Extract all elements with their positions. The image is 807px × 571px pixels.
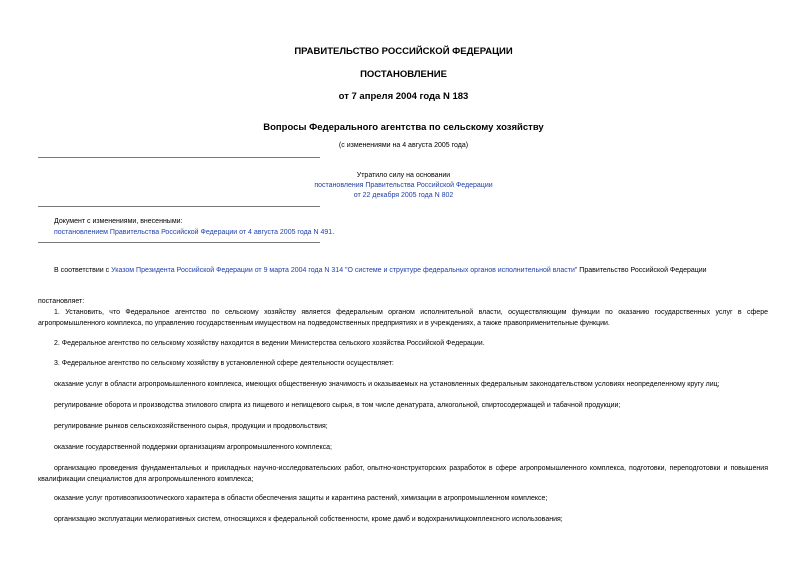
paragraph-3: 3. Федеральное агентство по сельскому хозяйству в установленной сфере деятельности осуществляет:: [54, 360, 394, 367]
list-item: организацию проведения фундаментальных и прикладных научно-исследовательских работ, опытно-конструкторских разработок в сфере агропромышленного комплекса, подготовки, переподготовки и повышения квалификации специалистов для агропромышленного комплекса;: [38, 465, 768, 483]
list-item: регулирование оборота и производства этилового спирта из пищевого и непищевого сырья, в том числе денатурата, алкогольной, спиртосодержащей и табачной продукции;: [54, 402, 621, 409]
preamble-suffix: Правительство Российской Федерации: [577, 267, 707, 274]
resolves-text: постановляет:: [38, 298, 85, 305]
changes-link[interactable]: постановлением Правительства Российской Федерации от 4 августа 2005 года N 491: [54, 229, 333, 236]
changes-link-suffix: .: [332, 229, 335, 236]
list-item: оказание услуг в области агропромышленного комплекса, имеющих общественную значимость и оказываемых на установленных федеральным законодательством условиях неопределенному кругу лиц;: [54, 381, 720, 388]
changes-line: [54, 227, 334, 238]
preamble: [38, 266, 768, 277]
list-item: оказание государственной поддержки организациям агропромышленного комплекса;: [54, 444, 333, 451]
list-item: организацию эксплуатации мелиоративных систем, относящихся к федеральной собственности, кроме дамб и водохранилищкомплексного использования;: [54, 516, 563, 523]
separator-line: [38, 242, 320, 243]
decree-link[interactable]: Указом Президента Российской Федерации от 9 марта 2004 года N 314 "О системе и структуре федеральных органов исполнительной власти": [111, 267, 578, 274]
amendments-note: (с изменениями на 4 августа 2005 года): [338, 142, 469, 149]
document-title: Вопросы Федерального агентства по сельскому хозяйству: [263, 122, 544, 133]
list-item: регулирование рынков сельскохозяйственного сырья, продукции и продовольствия;: [54, 423, 328, 430]
repeal-note: Утратило силу на основании: [356, 172, 451, 179]
separator-line: [38, 206, 320, 207]
repeal-link-line2[interactable]: от 22 декабря 2005 года N 802: [353, 192, 454, 199]
paragraph-2: 2. Федеральное агентство по сельскому хозяйству находится в ведении Министерства сельского хозяйства Российской Федерации.: [54, 340, 485, 347]
changes-label: Документ с изменениями, внесенными:: [54, 218, 183, 225]
preamble-prefix: В соответствии с: [54, 267, 112, 274]
doc-type-heading: ПОСТАНОВЛЕНИЕ: [360, 69, 447, 80]
list-item: оказание услуг противоэпизоотического характера в области обеспечения защиты и карантина растений, химизации в агропромышленном комплексе;: [54, 495, 548, 502]
repeal-link-line1[interactable]: постановления Правительства Российской Федерации: [314, 182, 493, 189]
date-number-heading: от 7 апреля 2004 года N 183: [338, 91, 469, 102]
separator-line: [38, 157, 320, 158]
government-heading: ПРАВИТЕЛЬСТВО РОССИЙСКОЙ ФЕДЕРАЦИИ: [294, 46, 513, 57]
changes-block: [54, 216, 334, 238]
paragraph-1: 1. Установить, что Федеральное агентство по сельскому хозяйству является федеральным органом исполнительной власти, осуществляющим функции по оказанию государственных услуг в сфере агропромышленного комплекса, по управлению государственным имуществом на подведомственных предприятиях и в учреждениях, а также правоприменительные функции.: [38, 309, 768, 327]
